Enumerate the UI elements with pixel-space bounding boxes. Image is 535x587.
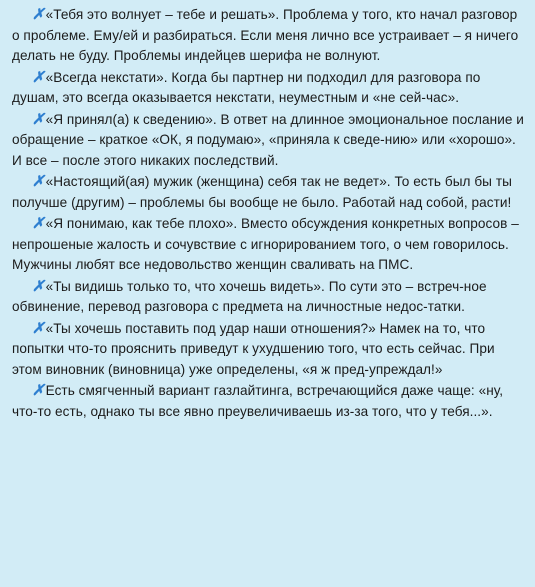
list-item <box>12 5 527 67</box>
cross-mark-icon: ✗ <box>32 173 45 190</box>
list-item <box>12 214 527 276</box>
list-item <box>12 381 527 422</box>
list-item-text: «Тебя это волнует – тебе и решать». Проблема у того, кто начал разговор о проблеме. Ему/ей и разбираться. Если меня лично все устраивает – я ничего делать не буду. Проблемы индейцев шерифа не волнуют. <box>12 7 519 63</box>
cross-mark-icon: ✗ <box>32 68 45 86</box>
list-item-text: «Настоящий(ая) мужик (женщина) себя так не ведет». То есть был бы ты получше (другим) – проблемы бы вообще не было. Работай над собой, расти! <box>12 174 512 210</box>
list-item-text: Есть смягченный вариант газлайтинга, встречающийся даже чаще: «ну, что-то есть, однако ты все явно преувеличиваешь из-за того, что у тебя...». <box>12 383 504 419</box>
list-item <box>12 277 527 318</box>
list-item-text: «Ты хочешь поставить под удар наши отношения?» Намек на то, что попытки что-то прояснить приведут к ухудшению того, что есть сейчас. При этом виновник (виновница) уже определены, «я ж пред-упреждал!» <box>12 320 495 377</box>
list-item <box>12 172 527 213</box>
cross-mark-icon: ✗ <box>32 382 45 399</box>
list-item <box>12 319 527 381</box>
cross-mark-icon: ✗ <box>32 319 45 337</box>
list-item <box>12 68 527 109</box>
list-item <box>12 110 527 172</box>
list-item-text: «Я принял(а) к сведению». В ответ на длинное эмоциональное послание и обращение – краткое «ОК, я подумаю», «приняла к сведе-нию» или «хорошо». И все – после этого никаких последствий. <box>12 111 524 168</box>
list-item-text: «Ты видишь только то, что хочешь видеть». По сути это – встреч-ное обвинение, перевод разговора с предмета на личностные недос-татки. <box>12 278 487 314</box>
cross-mark-icon: ✗ <box>32 215 45 232</box>
cross-mark-icon: ✗ <box>32 277 45 295</box>
cross-mark-icon: ✗ <box>32 6 45 23</box>
list-item-text: «Я понимаю, как тебе плохо». Вместо обсуждения конкретных вопросов – непрошеные жалость и сочувствие с игнорированием того, о чем говорилось. Мужчины любят все недовольство женщин сваливать на ПМС. <box>12 216 519 272</box>
list-item-text: «Всегда некстати». Когда бы партнер ни подходил для разговора по душам, это всегда оказывается некстати, неуместным и «не сей-час». <box>12 69 481 105</box>
cross-mark-icon: ✗ <box>32 110 45 128</box>
